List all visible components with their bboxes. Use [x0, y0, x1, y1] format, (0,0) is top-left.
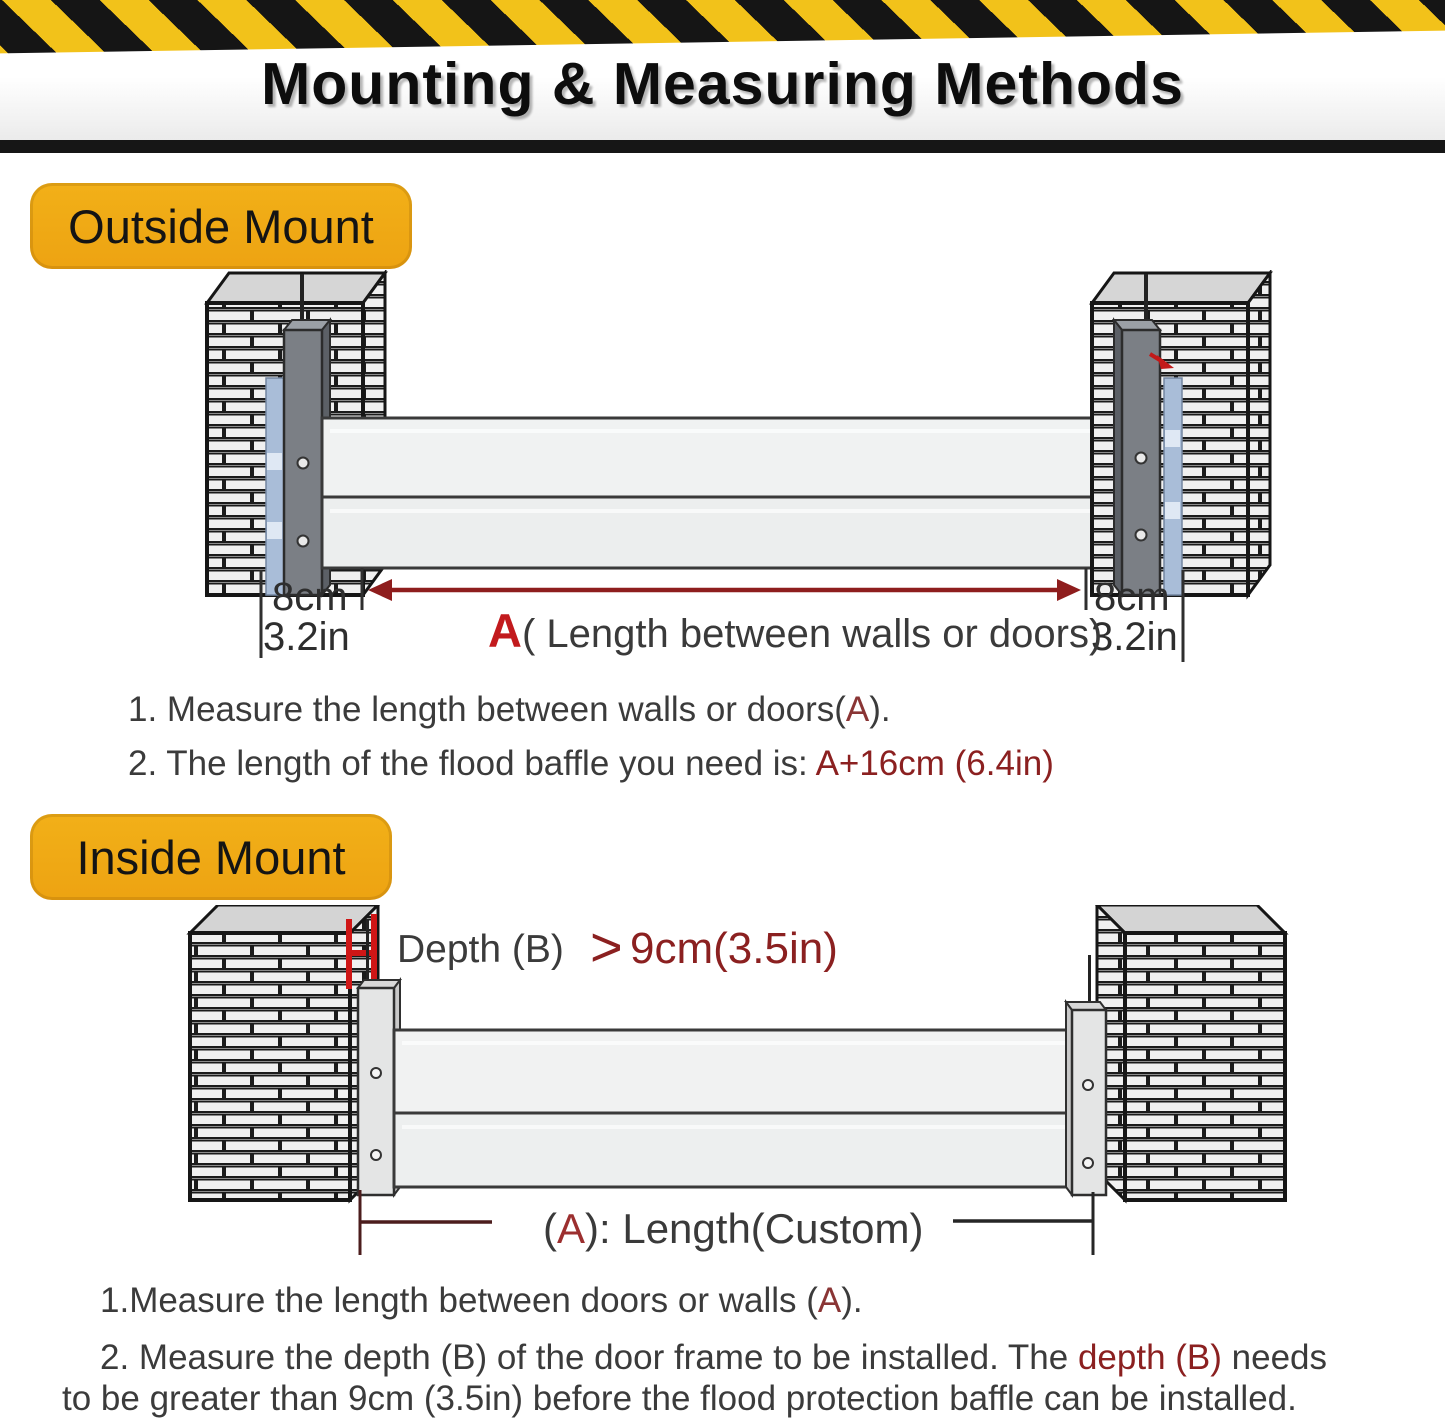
- inside-mount-badge: [30, 814, 392, 900]
- seal-clip: [267, 453, 282, 470]
- step-text: 1.Measure the length between doors or walls (: [100, 1281, 818, 1320]
- instruction-step-2: [100, 1338, 1327, 1378]
- outside-mount-instructions: [128, 690, 1054, 784]
- arrowhead-right: [1057, 579, 1081, 601]
- length-label: (A): Length(Custom): [543, 1205, 924, 1252]
- step-text: 2. Measure the depth (B) of the door frame to be installed. The: [100, 1338, 1078, 1377]
- step-text: ).: [841, 1281, 863, 1320]
- seal-clip: [1165, 430, 1180, 447]
- greater-than-sign: >: [590, 915, 623, 978]
- depth-label: [397, 915, 838, 978]
- page-title: Mounting & Measuring Methods: [261, 51, 1184, 117]
- outside-mount-diagram: [0, 270, 1445, 690]
- outside-width-dimension: [261, 568, 1183, 662]
- inside-mount-badge-label: Inside Mount: [76, 830, 346, 884]
- screw-hole: [1083, 1080, 1093, 1090]
- step-text: 2. The length of the flood baffle you need is:: [128, 744, 816, 783]
- seal-clip: [267, 522, 282, 539]
- pillar-front-face: [1125, 933, 1285, 1200]
- pillar-top-face: [1092, 273, 1270, 303]
- inside-mount-diagram: [0, 905, 1445, 1270]
- baffle-panel-bottom: [394, 1113, 1072, 1187]
- screw-hole: [1136, 530, 1147, 541]
- left-seal-strip: [266, 378, 284, 595]
- pillar-top-face: [207, 273, 385, 303]
- step-highlight: A: [845, 690, 870, 729]
- pillar-top-face: [1097, 905, 1285, 933]
- right-offset-in: 3.2in: [1091, 615, 1178, 659]
- outside-mount-badge-label: Outside Mount: [68, 199, 374, 253]
- hazard-stripe-banner: [0, 0, 1445, 58]
- instruction-step-2-continued: [62, 1379, 1327, 1419]
- step-highlight: A+16cm (6.4in): [815, 744, 1054, 783]
- screw-hole: [1083, 1158, 1093, 1168]
- step-text: ).: [869, 690, 891, 729]
- step-text: to be greater than 9cm (3.5in) before the flood protection baffle can be installed.: [62, 1379, 1297, 1418]
- inside-right-pillar: [1097, 905, 1285, 1200]
- right-offset-cm: 8cm: [1094, 575, 1170, 619]
- screw-hole: [371, 1150, 381, 1160]
- step-text: needs: [1221, 1338, 1328, 1377]
- inside-mount-instructions: [62, 1281, 1328, 1419]
- pillar-front-face: [190, 933, 350, 1200]
- right-seal-strip: [1164, 378, 1182, 595]
- hazard-stripes: [0, 0, 1445, 54]
- seal-clip: [1165, 502, 1180, 519]
- flood-baffle: [394, 1030, 1072, 1187]
- step-highlight: A: [817, 1281, 842, 1320]
- outside-mount-badge: [30, 183, 412, 269]
- divider-bar: [0, 140, 1445, 153]
- baffle-panel-bottom: [322, 497, 1130, 568]
- left-offset-cm: 8cm: [272, 575, 348, 619]
- instruction-step-2: [128, 744, 1054, 784]
- instruction-step-1: [128, 690, 1054, 730]
- screw-hole: [1136, 453, 1147, 464]
- depth-value: 9cm(3.5in): [630, 924, 838, 973]
- flood-baffle: [322, 418, 1130, 568]
- screw-hole: [298, 458, 309, 469]
- left-offset-in: 3.2in: [263, 615, 350, 659]
- screw-hole: [298, 536, 309, 547]
- depth-label-text: Depth (B): [397, 928, 564, 971]
- instruction-step-1: [100, 1281, 1327, 1321]
- span-length-label: A( Length between walls or doors): [488, 604, 1103, 657]
- right-mounting-rail: [1066, 1002, 1106, 1195]
- step-highlight: depth (B): [1077, 1338, 1222, 1377]
- right-mounting-rail: [1114, 320, 1160, 595]
- pillar-side-face: [1248, 273, 1270, 595]
- step-text: 1. Measure the length between walls or doors(: [128, 690, 846, 729]
- anchor-bolt: [366, 919, 369, 983]
- rail-front: [358, 988, 394, 1195]
- screw-hole: [371, 1068, 381, 1078]
- inside-length-dimension: [360, 1190, 1093, 1255]
